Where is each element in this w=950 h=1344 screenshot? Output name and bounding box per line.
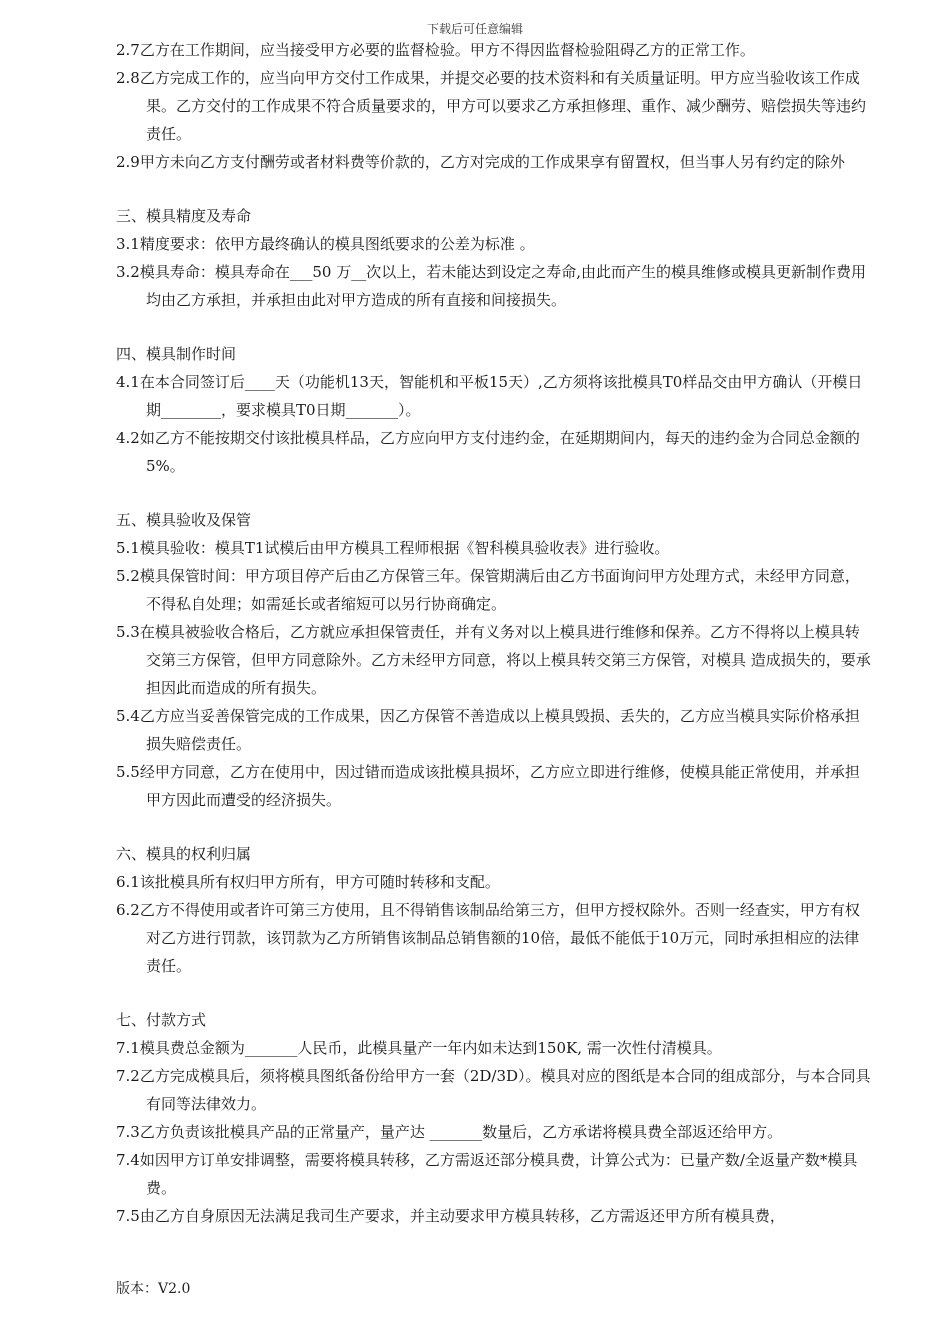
clause-6-1: 6.1该批模具所有权归甲方所有，甲方可随时转移和支配。 <box>116 873 500 891</box>
clause-7-3: 7.3乙方负责该批模具产品的正常量产，量产达 _______数量后，乙方承诺将模具费全部返还给甲方。 <box>116 1123 783 1141</box>
clause-5-4: 5.4乙方应当妥善保管完成的工作成果，因乙方保管不善造成以上模具毁损、丢失的，乙方应当模具实际价格承担损失赔偿责任。 <box>116 707 860 753</box>
clause-5-1: 5.1模具验收：模具T1试模后由甲方模具工程师根据《智科模具验收表》进行验收。 <box>116 539 670 557</box>
clause-4-1: 4.1在本合同签订后____天（功能机13天，智能机和平板15天）,乙方须将该批模具T0样品交由甲方确认（开模日期________，要求模具T0日期_______）。 <box>116 373 863 419</box>
section-6-title: 六、模具的权利归属 <box>116 845 252 863</box>
clause-7-2: 7.2乙方完成模具后，须将模具图纸备份给甲方一套（2D/3D）。模具对应的图纸是本合同的组成部分，与本合同具有同等法律效力。 <box>116 1067 871 1113</box>
contract-body <box>116 36 872 1230</box>
clause-3-1: 3.1精度要求：依甲方最终确认的模具图纸要求的公差为标准 。 <box>116 235 535 253</box>
page-header-note: 下载后可任意编辑 <box>426 22 523 36</box>
clause-7-5: 7.5由乙方自身原因无法满足我司生产要求，并主动要求甲方模具转移，乙方需返还甲方所有模具费， <box>116 1207 785 1225</box>
clause-5-3: 5.3在模具被验收合格后，乙方就应承担保管责任，并有义务对以上模具进行维修和保养。乙方不得将以上模具转交第三方保管，但甲方同意除外。乙方未经甲方同意，将以上模具转交第三方保管，对模具 造成损失的，要承担因此而造成的所有损失。 <box>116 623 871 697</box>
clause-7-1: 7.1模具费总金额为_______人民币，此模具量产一年内如未达到150K, 需一次性付清模具。 <box>116 1039 722 1057</box>
version-label: 版本：V2.0 <box>116 1281 191 1297</box>
clause-2-7: 2.7乙方在工作期间，应当接受甲方必要的监督检验。甲方不得因监督检验阻碍乙方的正常工作。 <box>116 41 755 59</box>
clause-6-2: 6.2乙方不得使用或者许可第三方使用，且不得销售该制品给第三方，但甲方授权除外。否则一经查实，甲方有权对乙方进行罚款，该罚款为乙方所销售该制品总销售额的10倍，最低不能低于10万元，同时承担相应的法律责任。 <box>116 901 860 975</box>
clause-7-4: 7.4如因甲方订单安排调整，需要将模具转移，乙方需返还部分模具费，计算公式为：已量产数/全返量产数*模具费。 <box>116 1151 858 1197</box>
section-3-title: 三、模具精度及寿命 <box>116 207 252 225</box>
clause-4-2: 4.2如乙方不能按期交付该批模具样品，乙方应向甲方支付违约金，在延期期间内，每天的违约金为合同总金额的5%。 <box>116 429 860 475</box>
clause-2-9: 2.9甲方未向乙方支付酬劳或者材料费等价款的，乙方对完成的工作成果享有留置权，但当事人另有约定的除外 <box>116 153 845 171</box>
clause-3-2: 3.2模具寿命：模具寿命在___50 万__次以上，若未能达到设定之寿命,由此而产生的模具维修或模具更新制作费用均由乙方承担，并承担由此对甲方造成的所有直接和间接损失。 <box>116 263 866 309</box>
clause-5-2: 5.2模具保管时间：甲方项目停产后由乙方保管三年。保管期满后由乙方书面询问甲方处理方式，未经甲方同意，不得私自处理；如需延长或者缩短可以另行协商确定。 <box>116 567 860 613</box>
section-5-title: 五、模具验收及保管 <box>116 511 252 529</box>
section-7-title: 七、付款方式 <box>116 1011 207 1029</box>
clause-2-8: 2.8乙方完成工作的，应当向甲方交付工作成果，并提交必要的技术资料和有关质量证明。甲方应当验收该工作成果。乙方交付的工作成果不符合质量要求的，甲方可以要求乙方承担修理、重作、减少酬劳、赔偿损失等违约责任。 <box>116 69 867 143</box>
clause-5-5: 5.5经甲方同意，乙方在使用中，因过错而造成该批模具损坏，乙方应立即进行维修，使模具能正常使用，并承担甲方因此而遭受的经济损失。 <box>116 763 860 809</box>
section-4-title: 四、模具制作时间 <box>116 345 237 363</box>
